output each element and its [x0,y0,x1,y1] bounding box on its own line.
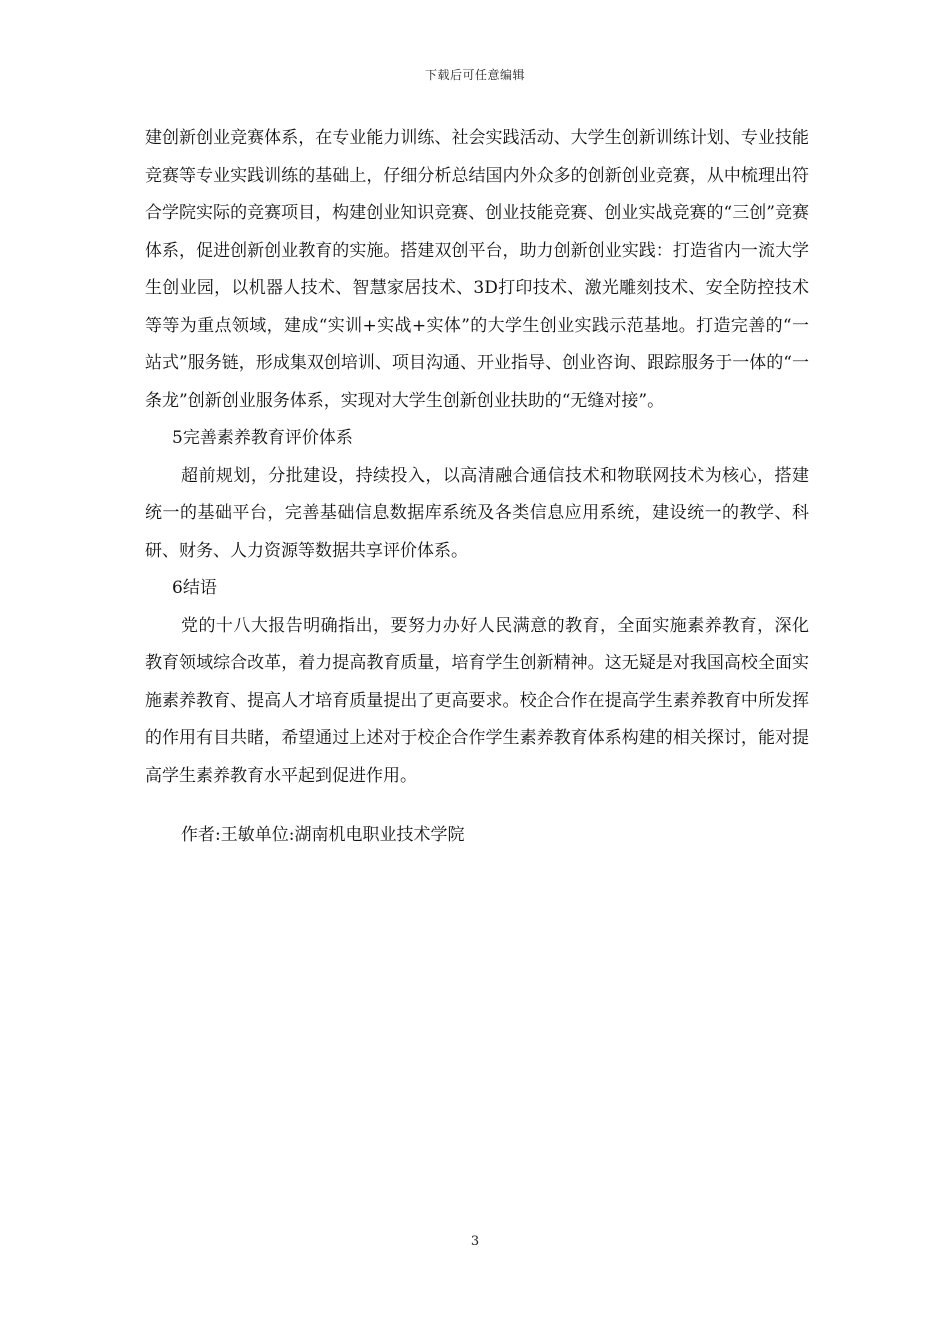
body-paragraph-evaluation: 超前规划，分批建设，持续投入，以高清融合通信技术和物联网技术为核心，搭建统一的基础平台，完善基础信息数据库系统及各类信息应用系统，建设统一的教学、科研、财务、人力资源等数据共享评价体系。 [145,465,809,561]
body-paragraph-continuation: 建创新创业竞赛体系，在专业能力训练、社会实践活动、大学生创新训练计划、专业技能竞赛等专业实践训练的基础上，仔细分析总结国内外众多的创新创业竞赛，从中梳理出符合学院实际的竞赛项目，构建创业知识竞赛、创业技能竞赛、创业实战竞赛的“三创”竞赛体系，促进创新创业教育的实施。搭建双创平台，助力创新创业实践：打造省内一流大学生创业园，以机器人技术、智慧家居技术、3D打印技术、激光雕刻技术、安全防控技术等等为重点领域，建成“实训+实战+实体”的大学生创业实践示范基地。打造完善的“一站式”服务链，形成集双创培训、项目沟通、开业指导、创业咨询、跟踪服务于一体的“一条龙”创新创业服务体系，实现对大学生创新创业扶助的“无缝对接”。 [145,128,809,411]
author-line: 作者:王敏单位:湖南机电职业技术学院 [181,825,465,845]
section-heading-5: 5完善素养教育评价体系 [172,428,353,448]
page-number: 3 [470,1234,480,1249]
header-note: 下载后可任意编辑 [424,68,525,82]
body-paragraph-conclusion: 党的十八大报告明确指出，要努力办好人民满意的教育，全面实施素养教育，深化教育领域综合改革，着力提高教育质量，培育学生创新精神。这无疑是对我国高校全面实施素养教育、提高人才培育质量提出了更高要求。校企合作在提高学生素养教育中所发挥的作用有目共睹，希望通过上述对于校企合作学生素养教育体系构建的相关探讨，能对提高学生素养教育水平起到促进作用。 [145,615,809,786]
document-body [145,120,809,855]
section-heading-6: 6结语 [172,578,217,598]
